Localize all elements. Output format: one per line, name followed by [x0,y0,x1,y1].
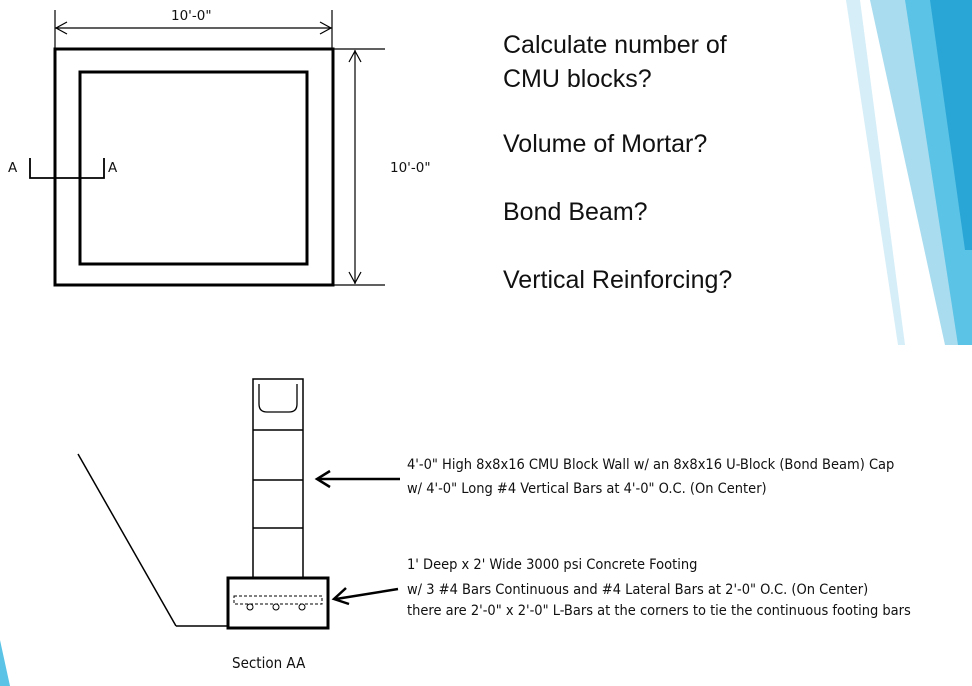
question-bond-beam: Bond Beam? [503,198,648,226]
wall-note-line-1: 4'-0" High 8x8x16 CMU Block Wall w/ an 8x8x16 U-Block (Bond Beam) Cap [407,457,895,473]
footing-note-arrow [336,589,398,599]
rebar-circle-icon [247,604,253,610]
section-view [0,370,420,670]
section-mark-left: A [8,160,18,176]
section-mark-right: A [108,160,118,176]
rebar-circle-icon [273,604,279,610]
footing-note-line-2: w/ 3 #4 Bars Continuous and #4 Lateral Bars at 2'-0" O.C. (On Center) [407,582,869,598]
grade-line [78,454,176,626]
plan-view [0,0,460,300]
wall-note-line-2: w/ 4'-0" Long #4 Vertical Bars at 4'-0" O.C. (On Center) [407,481,767,497]
footing [228,578,328,628]
dim-label-top: 10'-0" [171,8,212,24]
footing-note-line-3: there are 2'-0" x 2'-0" L-Bars at the corners to tie the continuous footing bars [407,603,911,619]
footing-lateral-bar [234,596,322,604]
rebar-circle-icon [299,604,305,610]
question-vertical-reinforcing: Vertical Reinforcing? [503,266,733,294]
footing-note-line-1: 1' Deep x 2' Wide 3000 psi Concrete Footing [407,557,698,573]
u-block-cavity [259,384,297,412]
section-cut-marker [30,158,104,178]
question-cmu-blocks: Calculate number of CMU blocks? [503,31,727,93]
section-title: Section AA [232,654,306,672]
question-mortar: Volume of Mortar? [503,130,708,158]
wall-outer-outline [55,49,333,285]
dim-label-right: 10'-0" [390,160,431,176]
